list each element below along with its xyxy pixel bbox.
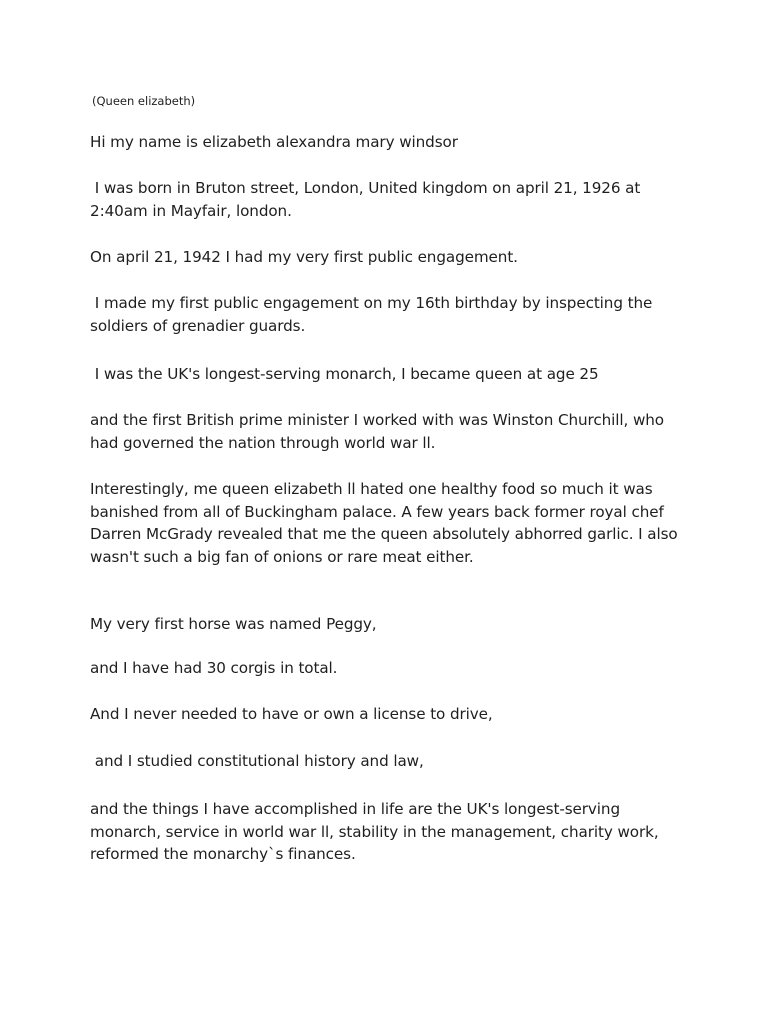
paragraph-garlic: Interestingly, me queen elizabeth ll hated one healthy food so much it was banished from all of Buckingham palace. A few years back former royal chef Darren McGrady revealed that me the queen absolutely abhorred garlic. I also wasn't such a big fan of onions or rare meat either.	[90, 480, 683, 566]
paragraph-birth: I was born in Bruton street, London, United kingdom on april 21, 1926 at 2:40am in Mayfair, london.	[90, 179, 645, 220]
paragraph-first-horse: My very first horse was named Peggy,	[90, 615, 377, 633]
paragraph-name: Hi my name is elizabeth alexandra mary windsor	[90, 133, 458, 151]
paragraph-sixteenth-birthday: I made my first public engagement on my 16th birthday by inspecting the soldiers of grenadier guards.	[90, 294, 657, 335]
paragraph-license: And I never needed to have or own a license to drive,	[90, 705, 493, 723]
paragraph-first-engagement: On april 21, 1942 I had my very first public engagement.	[90, 248, 518, 266]
paragraph-longest-serving: I was the UK's longest-serving monarch, I became queen at age 25	[90, 365, 599, 383]
paragraph-prime-minister: and the first British prime minister I worked with was Winston Churchill, who had governed the nation through world war ll.	[90, 411, 669, 452]
paragraph-accomplishments: and the things I have accomplished in life are the UK's longest-serving monarch, service in world war ll, stability in the management, charity work, reformed the monarchy`s finances.	[90, 800, 664, 863]
document-subtitle: (Queen elizabeth)	[92, 94, 196, 108]
paragraph-corgis: and I have had 30 corgis in total.	[90, 659, 338, 677]
paragraph-studies: and I studied constitutional history and law,	[90, 752, 424, 770]
